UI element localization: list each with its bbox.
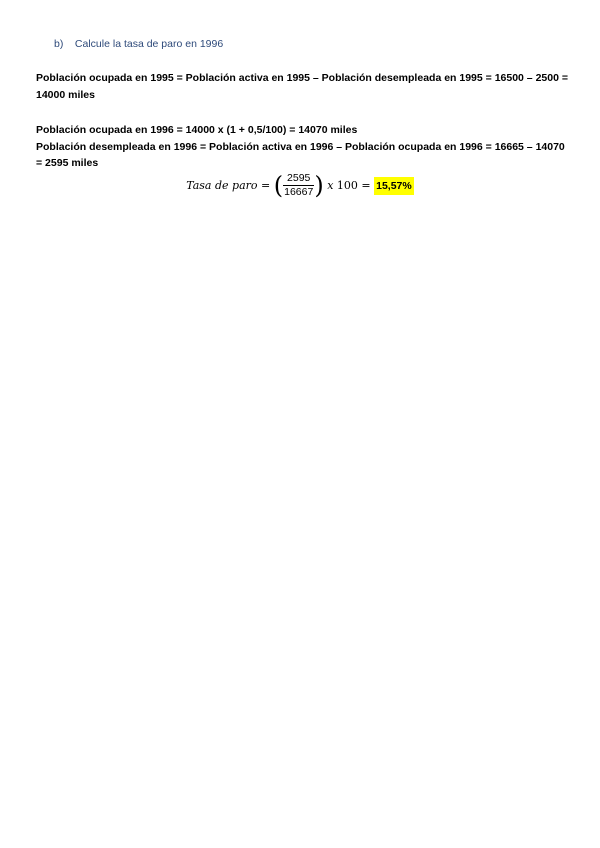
formula-equals-2: = [361,179,371,192]
paragraph-line: = 2595 miles [36,157,99,169]
formula-close-paren: ) [314,171,324,200]
formula-fraction [283,172,314,199]
fraction-numerator: 2595 [283,172,314,186]
paragraph-1995 [36,70,571,103]
paragraph-line: Población desempleada en 1996 = Población activa en 1996 – Población ocupada en 1996 = 16665 – 14070 [36,140,565,153]
formula-times: x [327,179,334,192]
question-text: Calcule la tasa de paro en 1996 [74,38,224,50]
paragraph-line: Población ocupada en 1995 = Población activa en 1995 – Población desempleada en 1995 = 16500 – 2500 = [36,72,568,84]
highlighted-result: 15,57% [374,177,414,195]
fraction-denominator: 16667 [284,186,314,198]
unemployment-rate-formula [0,172,600,199]
paragraph-line: 14000 miles [36,88,95,101]
paragraph-line: Población ocupada en 1996 = 14000 x (1 + 0,5/100) = 14070 miles [36,124,358,136]
formula-lhs: Tasa de paro [186,179,258,192]
formula-equals: = [261,179,271,192]
formula-open-paren: ( [273,171,284,200]
paragraph-1996 [36,122,571,172]
question-number: b) [54,38,64,50]
question-heading [54,38,223,50]
formula-factor: 100 [336,179,358,192]
